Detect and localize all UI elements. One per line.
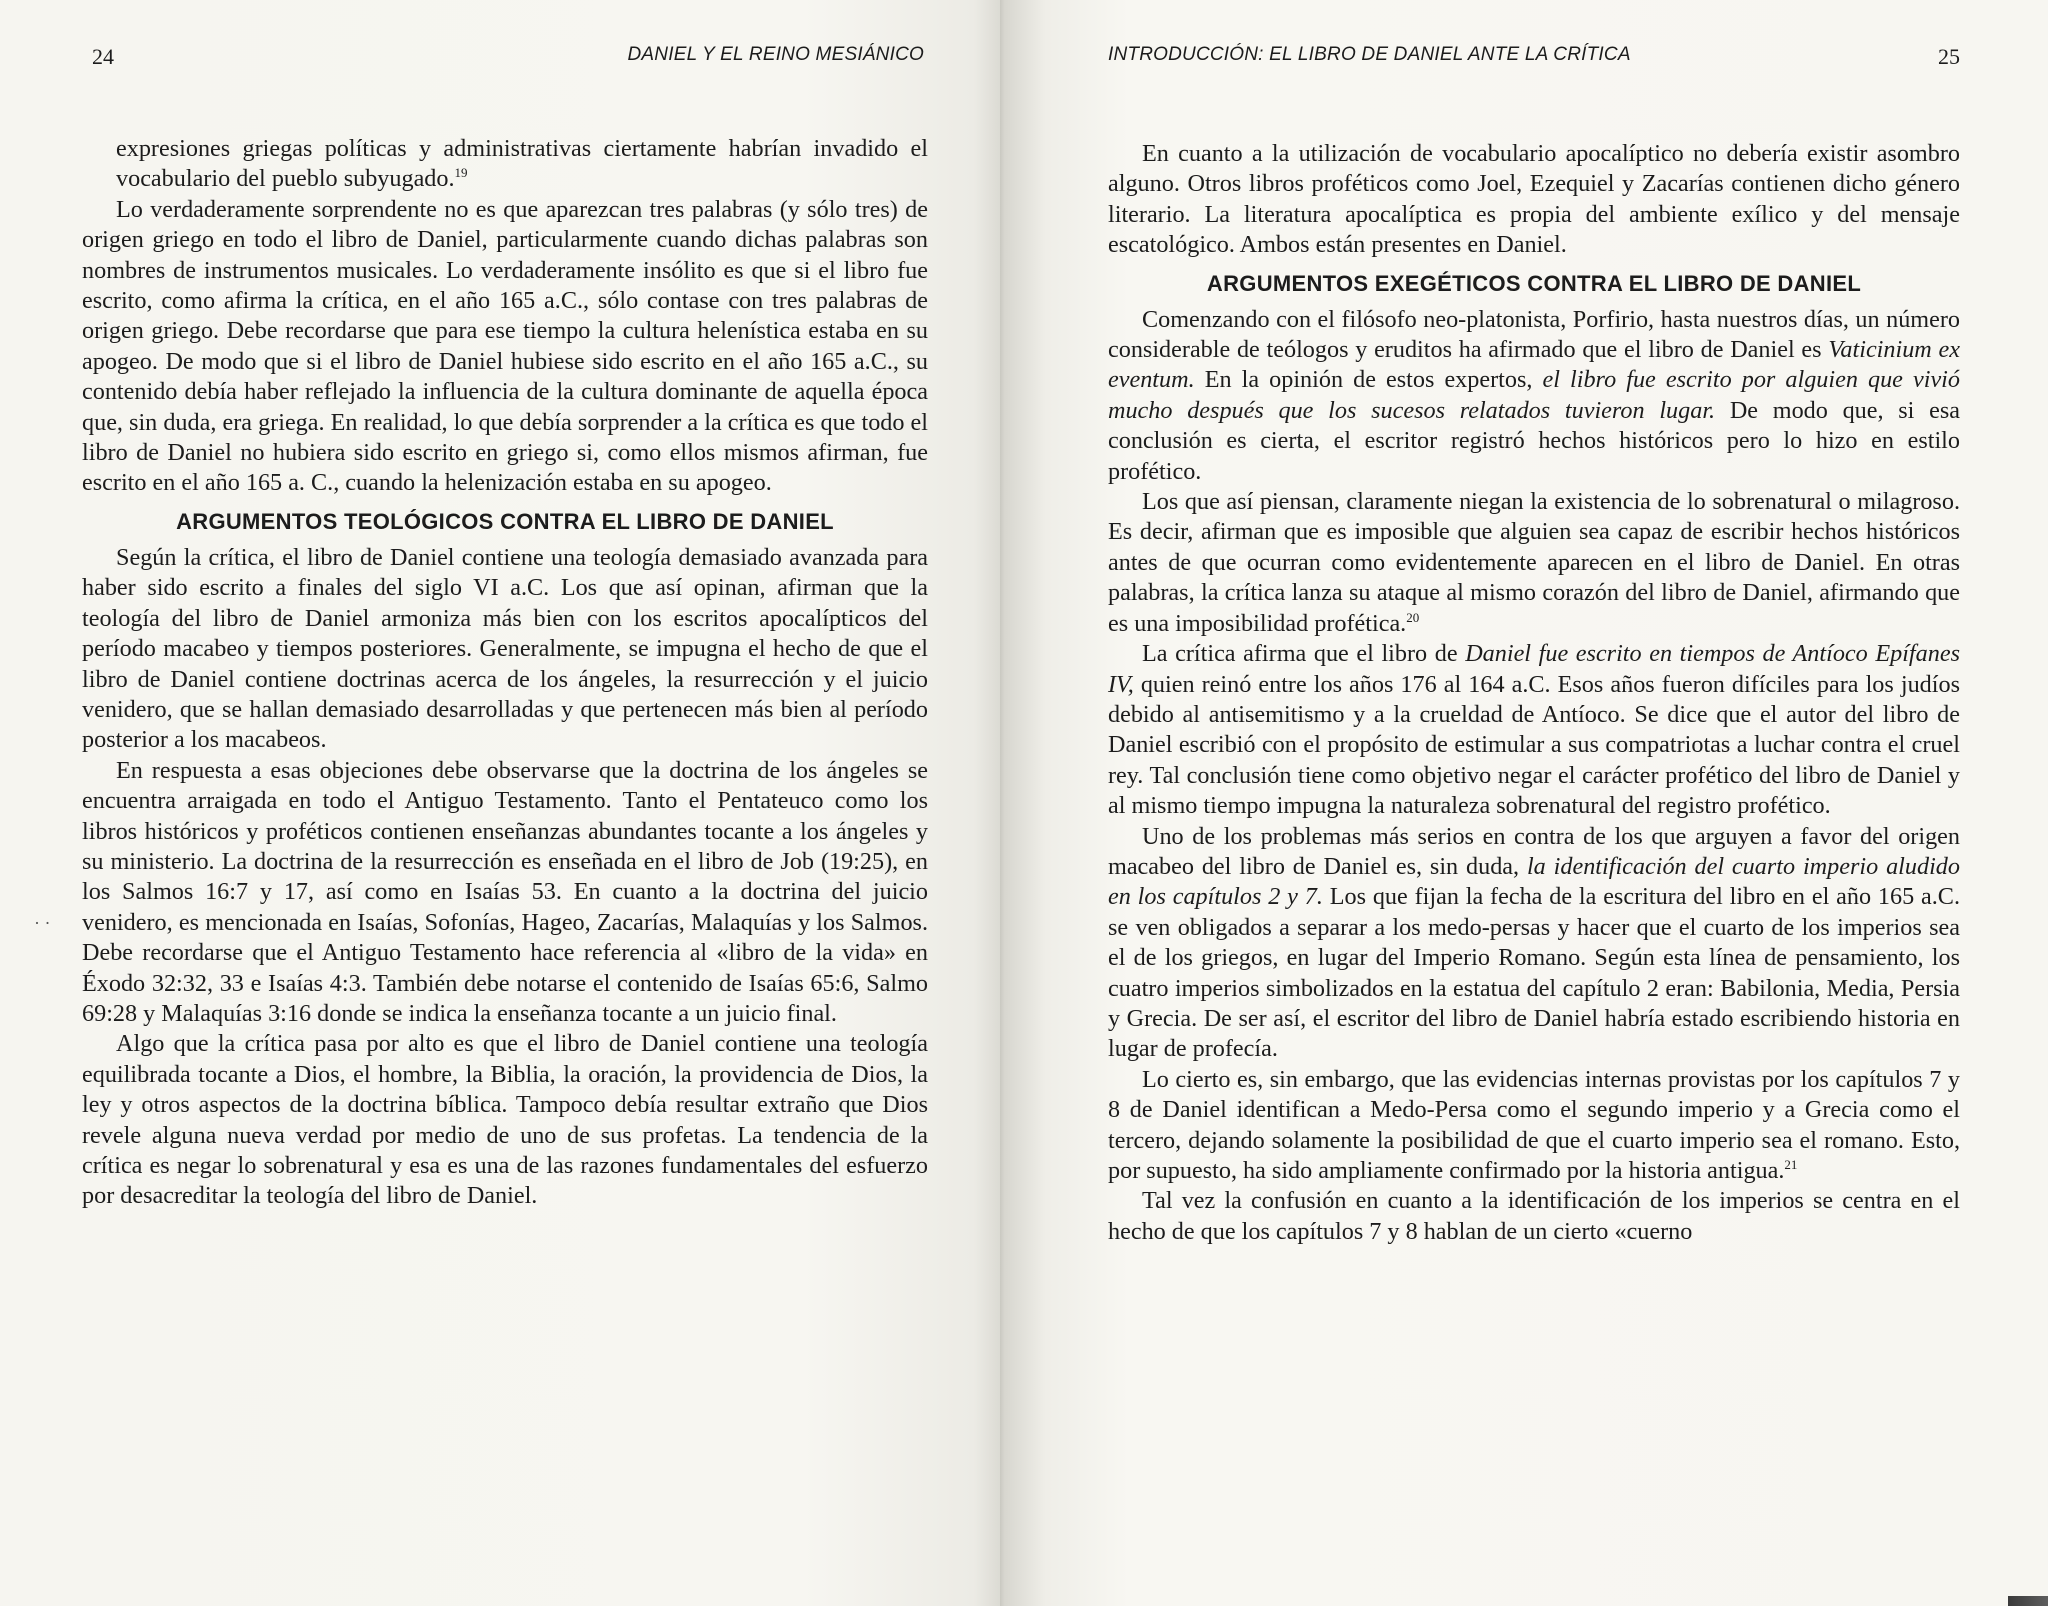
page-number-right: 25 [1938, 44, 1960, 69]
paragraph: En cuanto a la utilización de vocabulario apocalíptico no debería existir asombro alguno. Otros libros proféticos como Joel, Ezequiel y Zacarías contienen dicho género literario. La literatura apocalíptica es propia del ambiente exílico y del mensaje escatológico. Ambos están presentes en Daniel. [1108, 140, 1960, 259]
paragraph [1108, 305, 1960, 487]
section-heading-theological: ARGUMENTOS TEOLÓGICOS CONTRA EL LIBRO DE DANIEL [176, 508, 834, 534]
paragraph [1108, 1065, 1960, 1187]
right-page [1004, 0, 2048, 1606]
paragraph-text: quien reinó entre los años 176 al 164 a.C. Esos años fueron difíciles para los judíos debido al antisemitismo y a la crueldad de Antíoco. Se dice que el autor del libro de Daniel escribió con el propósito de estimular a sus compatriotas a luchar contra el cruel rey. Tal conclusión tiene como objetivo negar el carácter profético del libro de Daniel y al mismo tiempo impugna la naturaleza sobrenatural del registro profético. [1108, 670, 1960, 820]
paragraph-text: Uno de los problemas más serios en contra de los que arguyen a favor del origen macabeo del libro de Daniel es, sin duda, [1108, 822, 1960, 880]
paragraph: En respuesta a esas objeciones debe observarse que la doctrina de los ángeles se encuentra arraigada en todo el Antiguo Testamento. Tanto el Pentateuco como los libros históricos y proféticos contienen enseñanzas abundantes tocante a los ángeles y su ministerio. La doctrina de la resurrección es enseñada en el libro de Job (19:25), en los Salmos 16:7 y 17, así como en Isaías 53. En cuanto a la doctrina del juicio venidero, es mencionada en Isaías, Sofonías, Hageo, Zacarías, Malaquías y los Salmos. Debe recordarse que el Antiguo Testamento hace referencia al «libro de la vida» en Éxodo 32:32, 33 e Isaías 4:3. También debe notarse el contenido de Isaías 65:6, Salmo 69:28 y Malaquías 3:16 donde se indica la enseñanza tocante a un juicio final. [82, 756, 928, 1027]
left-page-body [82, 134, 928, 1212]
footnote-ref: 21 [1784, 1156, 1798, 1172]
paragraph [1108, 487, 1960, 639]
left-page [0, 0, 1004, 1606]
paragraph [1108, 639, 1960, 821]
paragraph-text: expresiones griegas políticas y administrativas ciertamente habrían invadido el vocabulario del pueblo subyugado. [116, 135, 928, 193]
paragraph [1108, 822, 1960, 1065]
page-edge-shadow [2008, 1596, 2048, 1606]
running-head-right: INTRODUCCIÓN: EL LIBRO DE DANIEL ANTE LA CRÍTICA [1108, 44, 1631, 65]
paragraph-text: Los que fijan la fecha de la escritura del libro en el año 165 a.C. se ven obligados a separar a los medo-persas y hacer que el cuarto de los imperios sea el de los griegos, en lugar del Imperio Romano. Según esta línea de pensamiento, los cuatro imperios simbolizados en la estatua del capítulo 2 eran: Babilonia, Media, Persia y Grecia. De ser así, el escritor del libro de Daniel habría estado escribiendo historia en lugar de profecía. [1108, 883, 1960, 1063]
italic-phrase: el libro fue escrito por alguien que vivió mucho después que los sucesos relatados tuvieron lugar. [1108, 366, 1960, 424]
paragraph-text: De modo que, si esa conclusión es cierta, el escritor registró hechos históricos pero lo hizo en estilo profético. [1108, 396, 1960, 485]
paragraph-text: En la opinión de estos expertos, [1194, 366, 1543, 394]
paragraph-continued [82, 134, 928, 195]
paragraph: Lo verdaderamente sorprendente no es que aparezcan tres palabras (y sólo tres) de origen griego en todo el libro de Daniel, particularmente cuando dichas palabras son nombres de instrumentos musicales. Lo verdaderamente insólito es que si el libro fue escrito, como afirma la crítica, en el año 165 a.C., sólo contase con tres palabras de origen griego. Debe recordarse que para ese tiempo la cultura helenística estaba en su apogeo. De modo que si el libro de Daniel hubiese sido escrito en el año 165 a.C., su contenido debía haber reflejado la influencia de la cultura dominante de aquella época que, sin duda, era griega. En realidad, lo que debía sorprender a la crítica es que todo el libro de Daniel no hubiera sido escrito en griego si, como ellos mismos afirman, fue escrito en el año 165 a. C., cuando la helenización estaba en su apogeo. [82, 195, 928, 497]
paragraph-text: Los que así piensan, claramente niegan la existencia de lo sobrenatural o milagroso. Es decir, afirman que es imposible que alguien sea capaz de escribir hechos históricos antes de que ocurran como evidentemente aparecen en el libro de Daniel. En otras palabras, la crítica lanza su ataque al mismo corazón del libro de Daniel, afirmando que es una imposibilidad profética. [1108, 488, 1960, 637]
paragraph-text: Lo cierto es, sin embargo, que las evidencias internas provistas por los capítulos 7 y 8 de Daniel identifican a Medo-Persa como el segundo imperio y a Grecia como el tercero, dejando solamente la posibilidad de que el cuarto imperio sea el romano. Esto, por supuesto, ha sido ampliamente confirmado por la historia antigua. [1108, 1065, 1960, 1184]
page-number-left: 24 [92, 44, 114, 69]
paragraph: Según la crítica, el libro de Daniel contiene una teología demasiado avanzada para haber sido escrito a finales del siglo VI a.C. Los que así opinan, afirman que la teología del libro de Daniel armoniza más bien con los escritos apocalípticos del período macabeo y tiempos posteriores. Generalmente, se impugna el hecho de que el libro de Daniel contiene doctrinas acerca de los ángeles, la resurrección y el juicio venidero, que se hallan demasiado desarrolladas y que pertenecen más bien al período posterior a los macabeos. [82, 543, 928, 754]
italic-phrase: la identificación del cuarto imperio aludido en los capítulos 2 y 7. [1108, 852, 1960, 911]
italic-phrase: Vaticinium ex eventum. [1108, 336, 1960, 394]
margin-mark: · · [34, 913, 51, 933]
paragraph: Tal vez la confusión en cuanto a la identificación de los imperios se centra en el hecho de que los capítulos 7 y 8 hablan de un cierto «cuerno [1108, 1187, 1960, 1245]
footnote-ref: 19 [454, 165, 468, 181]
footnote-ref: 20 [1406, 609, 1420, 625]
paragraph-text: Comenzando con el filósofo neo-platonista, Porfirio, hasta nuestros días, un número considerable de teólogos y eruditos ha afirmado que el libro de Daniel es [1108, 305, 1960, 364]
paragraph: Algo que la crítica pasa por alto es que el libro de Daniel contiene una teología equilibrada tocante a Dios, el hombre, la Biblia, la oración, la providencia de Dios, la ley y otros aspectos de la doctrina bíblica. Tampoco debía resultar extraño que Dios revele alguna nueva verdad por medio de uno de sus profetas. La tendencia de la crítica es negar lo sobrenatural y esa es una de las razones fundamentales del esfuerzo por desacreditar la teología del libro de Daniel. [82, 1030, 928, 1210]
section-heading-exegetical: ARGUMENTOS EXEGÉTICOS CONTRA EL LIBRO DE DANIEL [1206, 270, 1862, 296]
italic-phrase: Daniel fue escrito en tiempos de Antíoco Epífanes IV, [1108, 640, 1960, 698]
right-page-body [1108, 139, 1960, 1247]
paragraph-text: La crítica afirma que el libro de [1142, 640, 1466, 668]
running-head-left: DANIEL Y EL REINO MESIÁNICO [627, 44, 924, 65]
